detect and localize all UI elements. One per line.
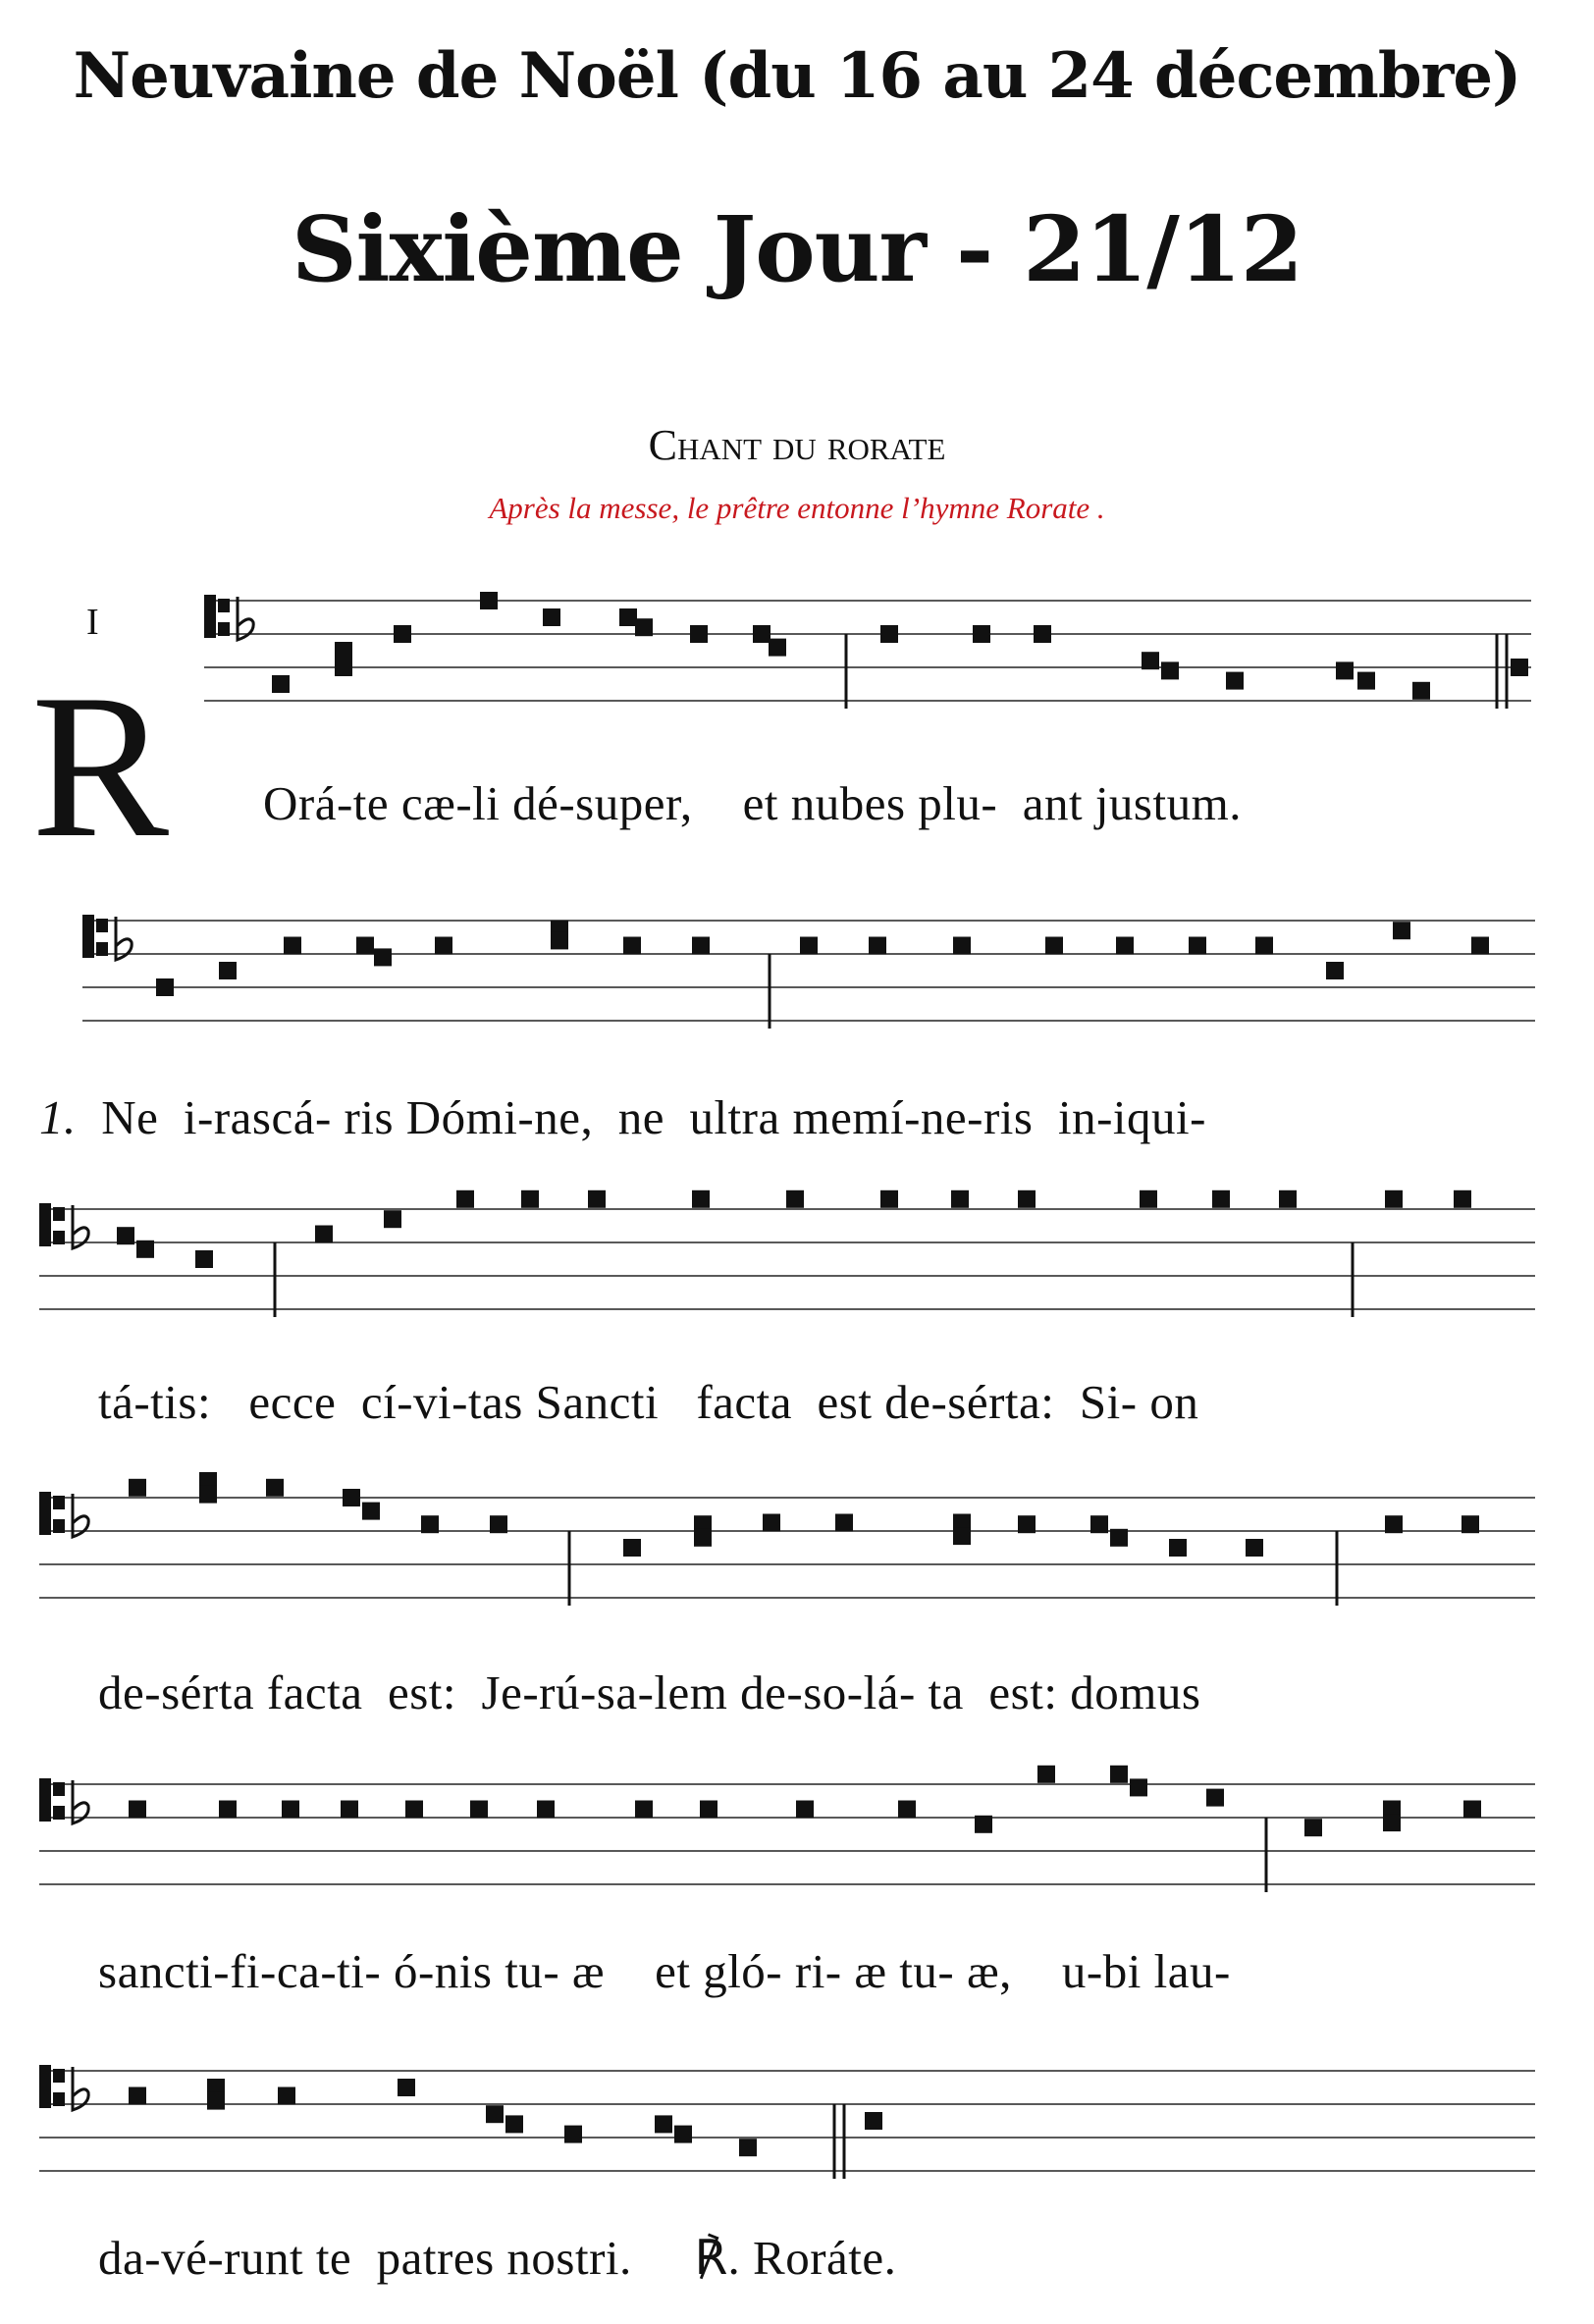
c-clef-icon bbox=[39, 1203, 51, 1246]
lyric-line-4: de-sérta facta est: Je-rú-sa-lem de-so-lá- ta est: domus bbox=[98, 1665, 1201, 1719]
neume-note bbox=[753, 625, 770, 643]
c-clef-icon bbox=[96, 919, 108, 932]
lyric-line-6: da-vé-runt te patres nostri. ℟. Roráte. bbox=[98, 2231, 897, 2285]
neume-note bbox=[456, 1190, 474, 1208]
neume-note bbox=[1461, 1515, 1479, 1533]
neume-note bbox=[1130, 1778, 1147, 1796]
c-clef-icon bbox=[218, 599, 230, 612]
neume-note bbox=[551, 931, 568, 949]
neume-note bbox=[655, 2115, 672, 2133]
neume-note bbox=[1212, 1190, 1230, 1208]
c-clef-icon bbox=[204, 595, 216, 638]
c-clef-icon bbox=[82, 915, 94, 958]
neume-note bbox=[335, 642, 352, 660]
lyric-line-5: sancti-fi-ca-ti- ó-nis tu- æ et gló- ri- æ tu- æ, u-bi lau- bbox=[98, 1944, 1231, 1998]
neume-note bbox=[1140, 1190, 1157, 1208]
neume-note bbox=[356, 937, 374, 955]
rubric: Après la messe, le prêtre entonne l’hymne Rorate . bbox=[489, 491, 1105, 525]
neume-note bbox=[398, 2079, 415, 2096]
neume-note bbox=[384, 1210, 401, 1228]
neume-note bbox=[1511, 659, 1528, 676]
neume-note bbox=[786, 1190, 804, 1208]
neume-note bbox=[374, 948, 392, 966]
neume-note bbox=[521, 1190, 539, 1208]
c-clef-icon bbox=[53, 1496, 65, 1509]
neume-note bbox=[564, 2126, 582, 2143]
c-clef-icon bbox=[53, 1231, 65, 1244]
neume-note bbox=[362, 1503, 380, 1520]
neume-note bbox=[129, 2087, 146, 2105]
neume-note bbox=[341, 1801, 358, 1819]
c-clef-icon bbox=[53, 1806, 65, 1820]
mode-number: I bbox=[86, 602, 99, 643]
neume-note bbox=[763, 1514, 780, 1532]
neume-note bbox=[973, 625, 990, 643]
c-clef-icon bbox=[53, 2069, 65, 2083]
c-clef-icon bbox=[53, 2092, 65, 2106]
neume-note bbox=[195, 1250, 213, 1268]
neume-note bbox=[405, 1801, 423, 1819]
neume-note bbox=[490, 1515, 507, 1533]
neume-note bbox=[1383, 1814, 1401, 1831]
neume-note bbox=[623, 1539, 641, 1557]
neume-note bbox=[1018, 1190, 1036, 1208]
neume-note bbox=[272, 675, 290, 693]
c-clef-icon bbox=[218, 622, 230, 636]
neume-note bbox=[315, 1226, 333, 1243]
neume-note bbox=[635, 618, 653, 636]
neume-note bbox=[284, 937, 301, 955]
neume-note bbox=[1255, 937, 1273, 955]
neume-note bbox=[1463, 1801, 1481, 1819]
neume-note bbox=[865, 2112, 882, 2130]
neume-note bbox=[278, 2087, 295, 2105]
neume-note bbox=[282, 1801, 299, 1819]
neume-note bbox=[1161, 661, 1179, 679]
neume-note bbox=[537, 1801, 555, 1819]
neume-note bbox=[1304, 1819, 1322, 1836]
neume-note bbox=[207, 2092, 225, 2110]
neume-note bbox=[1326, 962, 1344, 979]
neume-note bbox=[1471, 937, 1489, 955]
neume-note bbox=[199, 1486, 217, 1504]
neume-note bbox=[543, 608, 560, 626]
neume-note bbox=[674, 2126, 692, 2143]
neume-note bbox=[343, 1489, 360, 1506]
c-clef-icon bbox=[39, 1492, 51, 1535]
neume-note bbox=[1018, 1515, 1036, 1533]
c-clef-icon bbox=[53, 1519, 65, 1533]
neume-note bbox=[692, 937, 710, 955]
neume-note bbox=[266, 1479, 284, 1497]
lyric-line-1: Orá-te cæ-li dé-super, et nubes plu- ant justum. bbox=[263, 776, 1242, 830]
lyric-line-2 bbox=[39, 1089, 1206, 1145]
neume-note bbox=[1045, 937, 1063, 955]
neume-note bbox=[880, 625, 898, 643]
initial-letter: R bbox=[31, 653, 170, 880]
neume-note bbox=[796, 1801, 814, 1819]
neume-note bbox=[1246, 1539, 1263, 1557]
neume-note bbox=[880, 1190, 898, 1208]
neume-note bbox=[335, 659, 352, 676]
neume-note bbox=[692, 1190, 710, 1208]
neume-note bbox=[898, 1801, 916, 1819]
c-clef-icon bbox=[39, 1778, 51, 1822]
neume-note bbox=[219, 962, 237, 979]
neume-note bbox=[1110, 1766, 1128, 1783]
neume-note bbox=[623, 937, 641, 955]
neume-note bbox=[1357, 672, 1375, 690]
neume-note bbox=[505, 2115, 523, 2133]
chant-title: Chant du rorate bbox=[648, 421, 946, 469]
neume-note bbox=[1385, 1190, 1403, 1208]
neume-note bbox=[739, 2139, 757, 2156]
neume-note bbox=[1206, 1789, 1224, 1807]
neume-note bbox=[1412, 682, 1430, 700]
c-clef-icon bbox=[53, 1207, 65, 1221]
neume-note bbox=[129, 1479, 146, 1497]
lyric-line-2-text: Ne i-rascá- ris Dómi-ne, ne ultra memí-ne-ris in-iqui- bbox=[76, 1090, 1206, 1144]
page-subtitle: Sixième Jour - 21/12 bbox=[292, 196, 1302, 302]
neume-note bbox=[800, 937, 818, 955]
neume-note bbox=[975, 1816, 992, 1833]
neume-note bbox=[219, 1801, 237, 1819]
neume-note bbox=[635, 1801, 653, 1819]
neume-note bbox=[1037, 1766, 1055, 1783]
c-clef-icon bbox=[39, 2065, 51, 2108]
neume-note bbox=[1279, 1190, 1297, 1208]
neume-note bbox=[129, 1801, 146, 1819]
neume-note bbox=[486, 2105, 504, 2123]
neume-note bbox=[480, 592, 498, 609]
neume-note bbox=[1116, 937, 1134, 955]
neume-note bbox=[1189, 937, 1206, 955]
neume-note bbox=[435, 937, 452, 955]
neume-note bbox=[1110, 1529, 1128, 1547]
neume-note bbox=[156, 978, 174, 996]
neume-note bbox=[951, 1190, 969, 1208]
neume-note bbox=[421, 1515, 439, 1533]
neume-note bbox=[953, 937, 971, 955]
neume-note bbox=[694, 1529, 712, 1547]
neume-note bbox=[1385, 1515, 1403, 1533]
neume-note bbox=[869, 937, 886, 955]
neume-note bbox=[1226, 672, 1244, 690]
c-clef-icon bbox=[53, 1782, 65, 1796]
neume-note bbox=[1393, 922, 1410, 939]
neume-note bbox=[835, 1514, 853, 1532]
neume-note bbox=[136, 1241, 154, 1258]
clefs bbox=[39, 595, 253, 2110]
neume-note bbox=[1336, 661, 1354, 679]
neume-note bbox=[619, 608, 637, 626]
neume-note bbox=[769, 639, 786, 657]
neume-note bbox=[588, 1190, 606, 1208]
c-clef-icon bbox=[96, 942, 108, 956]
verse-number: 1. bbox=[39, 1090, 77, 1144]
neume-note bbox=[1169, 1539, 1187, 1557]
neume-note bbox=[117, 1227, 134, 1244]
neume-note bbox=[700, 1801, 717, 1819]
neume-note bbox=[1090, 1515, 1108, 1533]
neume-note bbox=[394, 625, 411, 643]
neume-note bbox=[470, 1801, 488, 1819]
neume-note bbox=[1454, 1190, 1471, 1208]
neume-note bbox=[690, 625, 708, 643]
page-title: Neuvaine de Noël (du 16 au 24 décembre) bbox=[73, 39, 1521, 113]
neume-note bbox=[1034, 625, 1051, 643]
lyric-line-3: tá-tis: ecce cí-vi-tas Sancti facta est de-sérta: Si- on bbox=[98, 1375, 1199, 1429]
neume-note bbox=[1142, 652, 1159, 669]
neume-note bbox=[953, 1527, 971, 1545]
